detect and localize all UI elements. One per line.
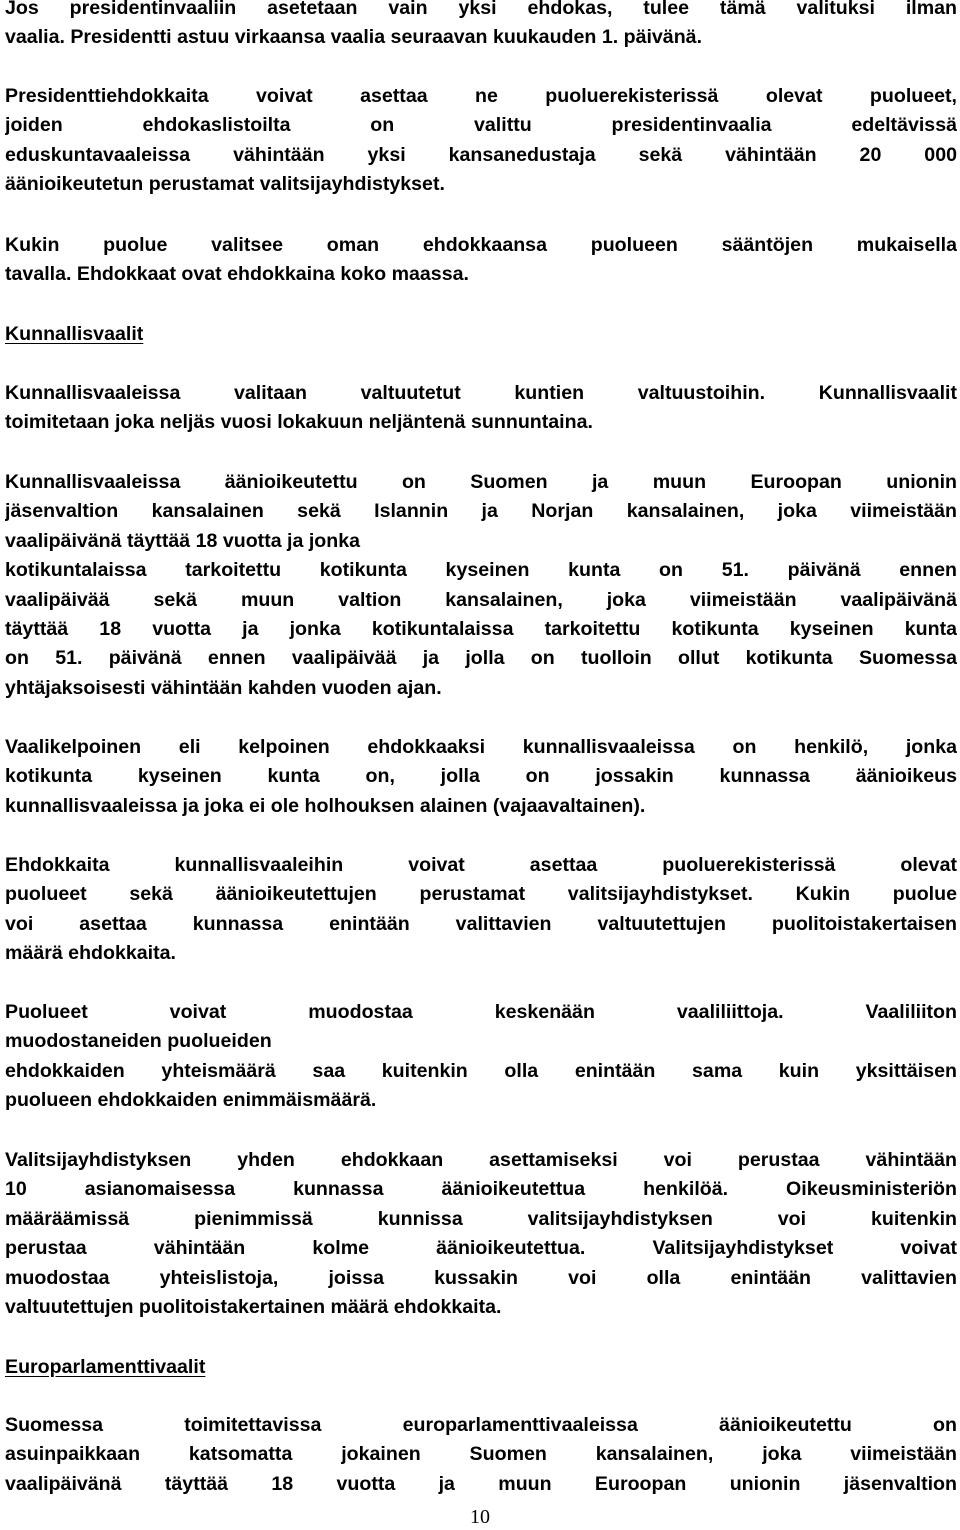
text-line: joiden ehdokaslistoilta on valittu presidentinvaalia edeltävissä <box>5 114 957 137</box>
text-line: Vaalikelpoinen eli kelpoinen ehdokkaaksi kunnallisvaaleissa on henkilö, jonka <box>5 736 957 758</box>
paragraph <box>5 851 957 969</box>
text-line: vaalipäivänä täyttää 18 vuotta ja jonka <box>5 529 361 552</box>
text-line: voi asettaa kunnassa enintään valittavien valtuutettujen puolitoistakertaisen <box>5 912 957 935</box>
text-line: Valitsijayhdistyksen yhden ehdokkaan asettamiseksi voi perustaa vähintään <box>5 1149 957 1171</box>
paragraph <box>5 379 957 438</box>
text-line: määrä ehdokkaita. <box>5 942 176 965</box>
text-line: muodostaa yhteislistoja, joissa kussakin voi olla enintään valittavien <box>5 1266 957 1289</box>
text-line: määräämissä pienimmissä kunnissa valitsijayhdistyksen voi kuitenkin <box>5 1207 957 1230</box>
text-line: perustaa vähintään kolme äänioikeutettua. Valitsijayhdistykset voivat <box>5 1237 957 1260</box>
text-line: äänioikeutetun perustamat valitsijayhdistykset. <box>5 173 445 196</box>
paragraph <box>5 468 957 703</box>
paragraph <box>5 998 957 1116</box>
text-line: kotikuntalaissa tarkoitettu kotikunta kyseinen kunta on 51. päivänä ennen <box>5 559 957 582</box>
text-line: puolueen ehdokkaiden enimmäismäärä. <box>5 1089 377 1112</box>
text-line: kunnallisvaaleissa ja joka ei ole holhouksen alainen (vajaavaltainen). <box>5 794 646 817</box>
text-line: jäsenvaltion kansalainen sekä Islannin ja Norjan kansalainen, joka viimeistään <box>5 500 957 523</box>
text-line: Kunnallisvaaleissa äänioikeutettu on Suomen ja muun Euroopan unionin <box>5 471 957 493</box>
paragraph <box>5 82 957 200</box>
text-line: Suomessa toimitettavissa europarlamenttivaaleissa äänioikeutettu on <box>5 1414 957 1436</box>
section-heading <box>5 320 957 349</box>
text-line: tavalla. Ehdokkaat ovat ehdokkaina koko maassa. <box>5 263 469 286</box>
text-line: Kukin puolue valitsee oman ehdokkaansa puolueen sääntöjen mukaisella <box>5 234 957 256</box>
text-line: Kunnallisvaaleissa valitaan valtuutetut kuntien valtuustoihin. Kunnallisvaalit <box>5 382 957 404</box>
text-line: puolueet sekä äänioikeutettujen perustamat valitsijayhdistykset. Kukin puolue <box>5 883 957 906</box>
paragraph <box>5 1146 957 1322</box>
text-line: kotikunta kyseinen kunta on, jolla on jossakin kunnassa äänioikeus <box>5 765 957 788</box>
page-number: 10 <box>470 1506 490 1528</box>
text-line: ehdokkaiden yhteismäärä saa kuitenkin olla enintään sama kuin yksittäisen <box>5 1059 957 1082</box>
text-line: Ehdokkaita kunnallisvaaleihin voivat asettaa puoluerekisterissä olevat <box>5 854 957 876</box>
text-line: muodostaneiden puolueiden <box>5 1030 272 1053</box>
text-line: valtuutettujen puolitoistakertainen määrä ehdokkaita. <box>5 1295 502 1318</box>
text-line: Presidenttiehdokkaita voivat asettaa ne puoluerekisterissä olevat puolueet, <box>5 85 957 107</box>
section-heading <box>5 1353 957 1382</box>
text-line: asuinpaikkaan katsomatta jokainen Suomen kansalainen, joka viimeistään <box>5 1443 957 1466</box>
paragraph <box>5 231 957 290</box>
paragraph <box>5 0 957 53</box>
text-line: Puolueet voivat muodostaa keskenään vaaliliittoja. Vaaliliiton <box>5 1001 957 1023</box>
text-line: on 51. päivänä ennen vaalipäivää ja jolla on tuolloin ollut kotikunta Suomessa <box>5 647 957 670</box>
text-line: vaalia. Presidentti astuu virkaansa vaalia seuraavan kuukauden 1. päivänä. <box>5 26 703 49</box>
heading-text: Kunnallisvaalit <box>5 323 144 345</box>
paragraph <box>5 1411 957 1499</box>
text-line: vaalipäivää sekä muun valtion kansalainen, joka viimeistään vaalipäivänä <box>5 588 957 611</box>
text-line: 10 asianomaisessa kunnassa äänioikeutettua henkilöä. Oikeusministeriön <box>5 1178 957 1201</box>
text-line: vaalipäivänä täyttää 18 vuotta ja muun Euroopan unionin jäsenvaltion <box>5 1472 957 1495</box>
paragraph <box>5 733 957 821</box>
text-line: toimitetaan joka neljäs vuosi lokakuun neljäntenä sunnuntaina. <box>5 411 593 434</box>
text-line: eduskuntavaaleissa vähintään yksi kansanedustaja sekä vähintään 20 000 <box>5 143 957 166</box>
heading-text: Europarlamenttivaalit <box>5 1356 206 1378</box>
text-line: Jos presidentinvaaliin asetetaan vain yksi ehdokas, tulee tämä valituksi ilman <box>5 0 957 19</box>
text-line: yhtäjaksoisesti vähintään kahden vuoden ajan. <box>5 676 442 699</box>
text-line: täyttää 18 vuotta ja jonka kotikuntalaissa tarkoitettu kotikunta kyseinen kunta <box>5 617 957 640</box>
